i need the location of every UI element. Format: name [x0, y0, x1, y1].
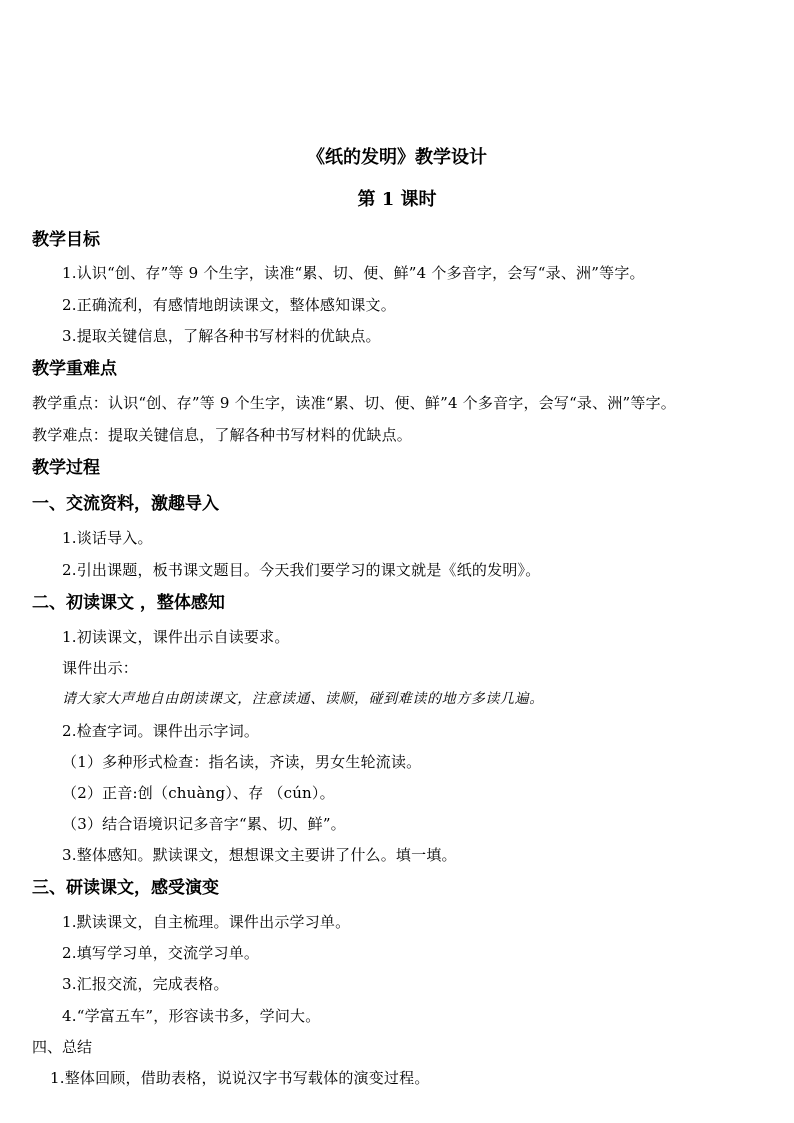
courseware-label: 课件出示：	[62, 659, 139, 677]
section-2-item: 3.整体感知。默读课文，想想课文主要讲了什么。填一填。	[62, 846, 457, 864]
section-3-item: 3.汇报交流，完成表格。	[62, 975, 229, 993]
document-title: 《纸的发明》教学设计	[307, 147, 487, 168]
section-3-heading: 三、研读课文，感受演变	[32, 878, 219, 898]
courseware-text: 请大家大声地自由朗读课文，注意读通、读顺，碰到难读的地方多读几遍。	[62, 691, 544, 707]
teaching-difficulty: 教学难点：提取关键信息，了解各种书写材料的优缺点。	[32, 426, 413, 444]
section-3-item: 1.默读课文，自主梳理。课件出示学习单。	[62, 913, 351, 931]
section-2-item: 1.初读课文，课件出示自读要求。	[62, 628, 290, 646]
process-heading: 教学过程	[32, 458, 100, 478]
section-2-heading: 二、初读课文 ，整体感知	[32, 593, 225, 613]
section-1-heading: 一、交流资料，激趣导入	[32, 494, 219, 514]
section-2-sub-item: （3）结合语境识记多音字“累、切、鲜”。	[62, 815, 346, 833]
section-2-sub-item: （1）多种形式检查：指名读，齐读，男女生轮流读。	[62, 753, 422, 771]
section-4-item: 1.整体回顾，借助表格，说说汉字书写载体的演变过程。	[50, 1069, 430, 1087]
section-3-item: 4.“学富五车”，形容读书多，学问大。	[62, 1007, 321, 1025]
teaching-focus: 教学重点：认识“创、存”等 9 个生字，读准“累、切、便、鲜”4 个多音字，会写“录、洲”等字。	[32, 394, 677, 412]
section-3-item: 2.填写学习单，交流学习单。	[62, 944, 260, 962]
section-2-sub-item: （2）正音:创（chuàng）、存 （cún）。	[62, 784, 335, 802]
goal-item: 2.正确流利，有感情地朗读课文，整体感知课文。	[62, 296, 396, 314]
goal-item: 1.认识“创、存”等 9 个生字，读准“累、切、便、鲜”4 个多音字，会写“录、洲”等字。	[62, 264, 645, 282]
section-1-item: 2.引出课题，板书课文题目。今天我们要学习的课文就是《纸的发明》。	[62, 561, 541, 579]
section-1-item: 1.谈话导入。	[62, 529, 153, 547]
key-points-heading: 教学重难点	[32, 359, 117, 379]
lesson-subtitle: 第 1 课时	[357, 189, 437, 210]
goal-item: 3.提取关键信息，了解各种书写材料的优缺点。	[62, 327, 381, 345]
section-2-item: 2.检查字词。课件出示字词。	[62, 722, 260, 740]
section-4-heading: 四、总结	[32, 1038, 93, 1056]
goals-heading: 教学目标	[32, 230, 100, 250]
